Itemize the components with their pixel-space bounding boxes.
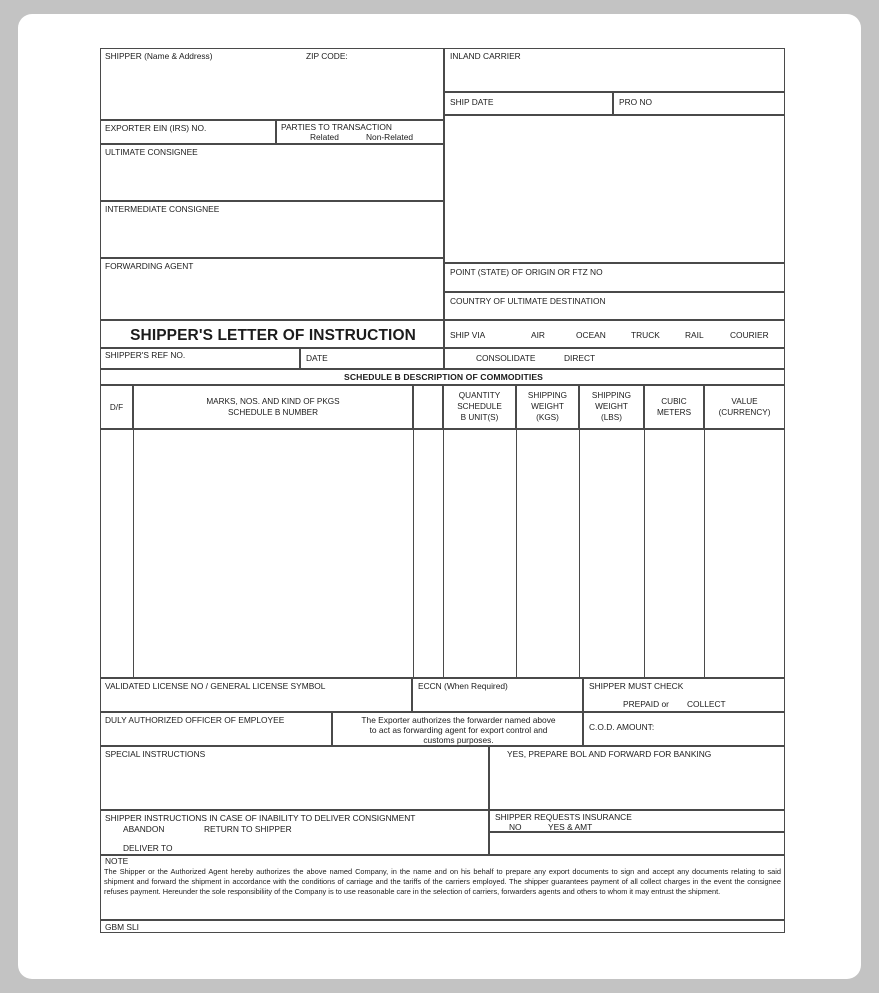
schedule-b-column-header-quantity	[443, 385, 516, 429]
field-point-of-origin-label: POINT (STATE) OF ORIGIN OR FTZ NO	[450, 267, 603, 277]
column-header-weight-lbs-line2: WEIGHT	[595, 402, 628, 411]
field-exporter-ein-label: EXPORTER EIN (IRS) NO.	[105, 123, 207, 133]
field-ship-date-label: SHIP DATE	[450, 97, 494, 107]
ship-via-option-courier[interactable]: COURIER	[730, 330, 769, 340]
field-parties-to-transaction[interactable]	[276, 120, 444, 144]
column-header-cubic-meters-line1: CUBIC	[661, 397, 687, 406]
column-header-weight-lbs-line1: SHIPPING	[591, 391, 632, 400]
schedule-b-column-header-df	[100, 385, 133, 429]
field-duly-authorized-officer[interactable]	[100, 712, 332, 746]
field-special-instructions[interactable]	[100, 746, 489, 810]
grid-divider-weight-kgs	[579, 430, 580, 677]
document-page	[18, 14, 861, 979]
schedule-b-entry-grid[interactable]	[100, 429, 785, 678]
direct-option[interactable]: DIRECT	[564, 353, 596, 363]
field-shipper-must-check[interactable]	[583, 678, 785, 712]
field-shipper-requests-insurance[interactable]	[489, 810, 785, 832]
field-shipper[interactable]	[100, 48, 444, 120]
field-pro-no[interactable]	[613, 92, 785, 115]
ship-via-option-air[interactable]: AIR	[531, 330, 545, 340]
field-inland-carrier-label: INLAND CARRIER	[450, 51, 521, 61]
ship-via-option-truck[interactable]: TRUCK	[631, 330, 660, 340]
inability-option-abandon[interactable]: ABANDON	[123, 824, 165, 834]
field-cod-amount-label: C.O.D. AMOUNT:	[589, 722, 655, 732]
grid-divider-marks	[413, 430, 414, 677]
schedule-b-column-header-marks	[133, 385, 413, 429]
field-ship-via-label: SHIP VIA	[450, 330, 486, 340]
payment-option-prepaid[interactable]: PREPAID or	[623, 699, 669, 709]
shippers-letter-of-instruction-form	[100, 48, 785, 933]
parties-to-transaction-label: PARTIES TO TRANSACTION	[281, 122, 392, 132]
field-consolidate-direct[interactable]	[444, 348, 785, 369]
field-zip-code-label: ZIP CODE:	[306, 51, 348, 61]
field-special-instructions-label: SPECIAL INSTRUCTIONS	[105, 749, 206, 759]
form-code-label: GBM SLI	[105, 922, 139, 932]
field-intermediate-consignee[interactable]	[100, 201, 444, 258]
grid-divider-quantity	[516, 430, 517, 677]
field-intermediate-consignee-label: INTERMEDIATE CONSIGNEE	[105, 204, 220, 214]
column-header-weight-lbs-line3: (LBS)	[601, 413, 622, 422]
exporter-authorization-line1: The Exporter authorizes the forwarder named above	[361, 715, 556, 725]
field-duly-authorized-officer-label: DULY AUTHORIZED OFFICER OF EMPLOYEE	[105, 715, 285, 725]
column-header-weight-kgs-line3: (KGS)	[536, 413, 559, 422]
note-block	[100, 855, 785, 920]
field-pro-no-label: PRO NO	[619, 97, 653, 107]
grid-divider-blank	[443, 430, 444, 677]
grid-divider-cubic-meters	[704, 430, 705, 677]
schedule-b-column-header-blank	[413, 385, 443, 429]
inability-to-deliver-label: SHIPPER INSTRUCTIONS IN CASE OF INABILITY TO DELIVER CONSIGNMENT	[105, 813, 416, 823]
field-validated-license[interactable]	[100, 678, 412, 712]
inability-option-deliver-to[interactable]: DELIVER TO	[123, 843, 173, 853]
field-point-of-origin[interactable]	[444, 263, 785, 292]
form-code-row	[100, 920, 785, 933]
field-ship-via[interactable]	[444, 320, 785, 348]
field-forwarding-agent[interactable]	[100, 258, 444, 320]
field-shippers-ref-no-label: SHIPPER'S REF NO.	[105, 350, 186, 360]
column-header-df-line1: D/F	[109, 403, 124, 412]
column-header-quantity-line1: QUANTITY	[458, 391, 501, 400]
field-eccn-label: ECCN (When Required)	[418, 681, 508, 691]
column-header-quantity-line2: SCHEDULE	[457, 402, 502, 411]
schedule-b-column-header-weight-kgs	[516, 385, 579, 429]
field-shippers-ref-no[interactable]	[100, 348, 300, 369]
column-header-quantity-line3: B UNIT(S)	[460, 413, 499, 422]
form-title-cell	[100, 320, 444, 348]
column-header-value-line2: (CURRENCY)	[718, 408, 771, 417]
ship-via-option-ocean[interactable]: OCEAN	[576, 330, 606, 340]
payment-option-collect[interactable]: COLLECT	[687, 699, 726, 709]
field-ultimate-consignee[interactable]	[100, 144, 444, 201]
field-date-label: DATE	[306, 353, 328, 363]
grid-divider-weight-lbs	[644, 430, 645, 677]
column-header-marks-line1: MARKS, NOS. AND KIND OF PKGS	[206, 397, 340, 406]
field-prepare-bol[interactable]	[489, 746, 785, 810]
consolidate-option[interactable]: CONSOLIDATE	[476, 353, 536, 363]
field-inland-carrier[interactable]	[444, 48, 785, 92]
column-header-weight-kgs-line1: SHIPPING	[527, 391, 568, 400]
exporter-authorization-line2: to act as forwarding agent for export control and	[369, 725, 548, 735]
schedule-b-column-header-weight-lbs	[579, 385, 644, 429]
prepare-bol-label: YES, PREPARE BOL AND FORWARD FOR BANKING	[507, 749, 712, 759]
insurance-option-yes-amt[interactable]: YES & AMT	[548, 822, 593, 832]
field-date[interactable]	[300, 348, 444, 369]
requests-insurance-label: SHIPPER REQUESTS INSURANCE	[495, 812, 632, 822]
column-header-weight-kgs-line2: WEIGHT	[531, 402, 564, 411]
shipper-must-check-label: SHIPPER MUST CHECK	[589, 681, 684, 691]
exporter-authorization-statement	[332, 712, 583, 746]
column-header-value-line1: VALUE	[731, 397, 758, 406]
insurance-amount-entry[interactable]	[489, 832, 785, 855]
field-country-of-destination[interactable]	[444, 292, 785, 320]
grid-divider-df	[133, 430, 134, 677]
insurance-option-no[interactable]: NO	[509, 822, 522, 832]
field-inability-to-deliver[interactable]	[100, 810, 489, 855]
parties-non-related-option[interactable]: Non-Related	[366, 132, 414, 142]
exporter-authorization-line3: customs purposes.	[423, 735, 494, 745]
field-ultimate-consignee-label: ULTIMATE CONSIGNEE	[105, 147, 198, 157]
note-heading: NOTE	[105, 856, 129, 866]
field-validated-license-label: VALIDATED LICENSE NO / GENERAL LICENSE SYMBOL	[105, 681, 326, 691]
schedule-b-section-header	[100, 369, 785, 385]
column-header-cubic-meters-line2: METERS	[656, 408, 692, 417]
note-text: The Shipper or the Authorized Agent hereby authorizes the above named Company, in the name and on his behalf to prepare any export documents to sign and accept any documents relating to said shipment and forward the shipment in accordance with the conditions of carriage and the tariffs of the carriers employed. The shipper guarantees payment of all collect charges in the event the consignee refuses payment. Hereunder the sole responsibiliity of the Company is to use reasonable care in the selection of carriers, forwarders agents and others to whom it may entrust the shipment.	[104, 867, 781, 896]
field-eccn[interactable]	[412, 678, 583, 712]
schedule-b-column-header-cubic-meters	[644, 385, 704, 429]
field-exporter-ein[interactable]	[100, 120, 276, 144]
field-ship-date[interactable]	[444, 92, 613, 115]
ship-via-option-rail[interactable]: RAIL	[685, 330, 704, 340]
parties-related-option[interactable]: Related	[310, 132, 339, 142]
field-forwarding-agent-label: FORWARDING AGENT	[105, 261, 194, 271]
inability-option-return-to-shipper[interactable]: RETURN TO SHIPPER	[204, 824, 292, 834]
schedule-b-section-title: SCHEDULE B DESCRIPTION OF COMMODITIES	[344, 372, 543, 382]
page-title: SHIPPER'S LETTER OF INSTRUCTION	[130, 327, 416, 344]
field-shipper-label: SHIPPER (Name & Address)	[105, 51, 213, 61]
field-cod-amount[interactable]	[583, 712, 785, 746]
field-country-of-destination-label: COUNTRY OF ULTIMATE DESTINATION	[450, 296, 606, 306]
column-header-marks-line2: SCHEDULE B NUMBER	[227, 408, 319, 417]
carrier-blank-area[interactable]	[444, 115, 785, 263]
schedule-b-column-header-value	[704, 385, 785, 429]
